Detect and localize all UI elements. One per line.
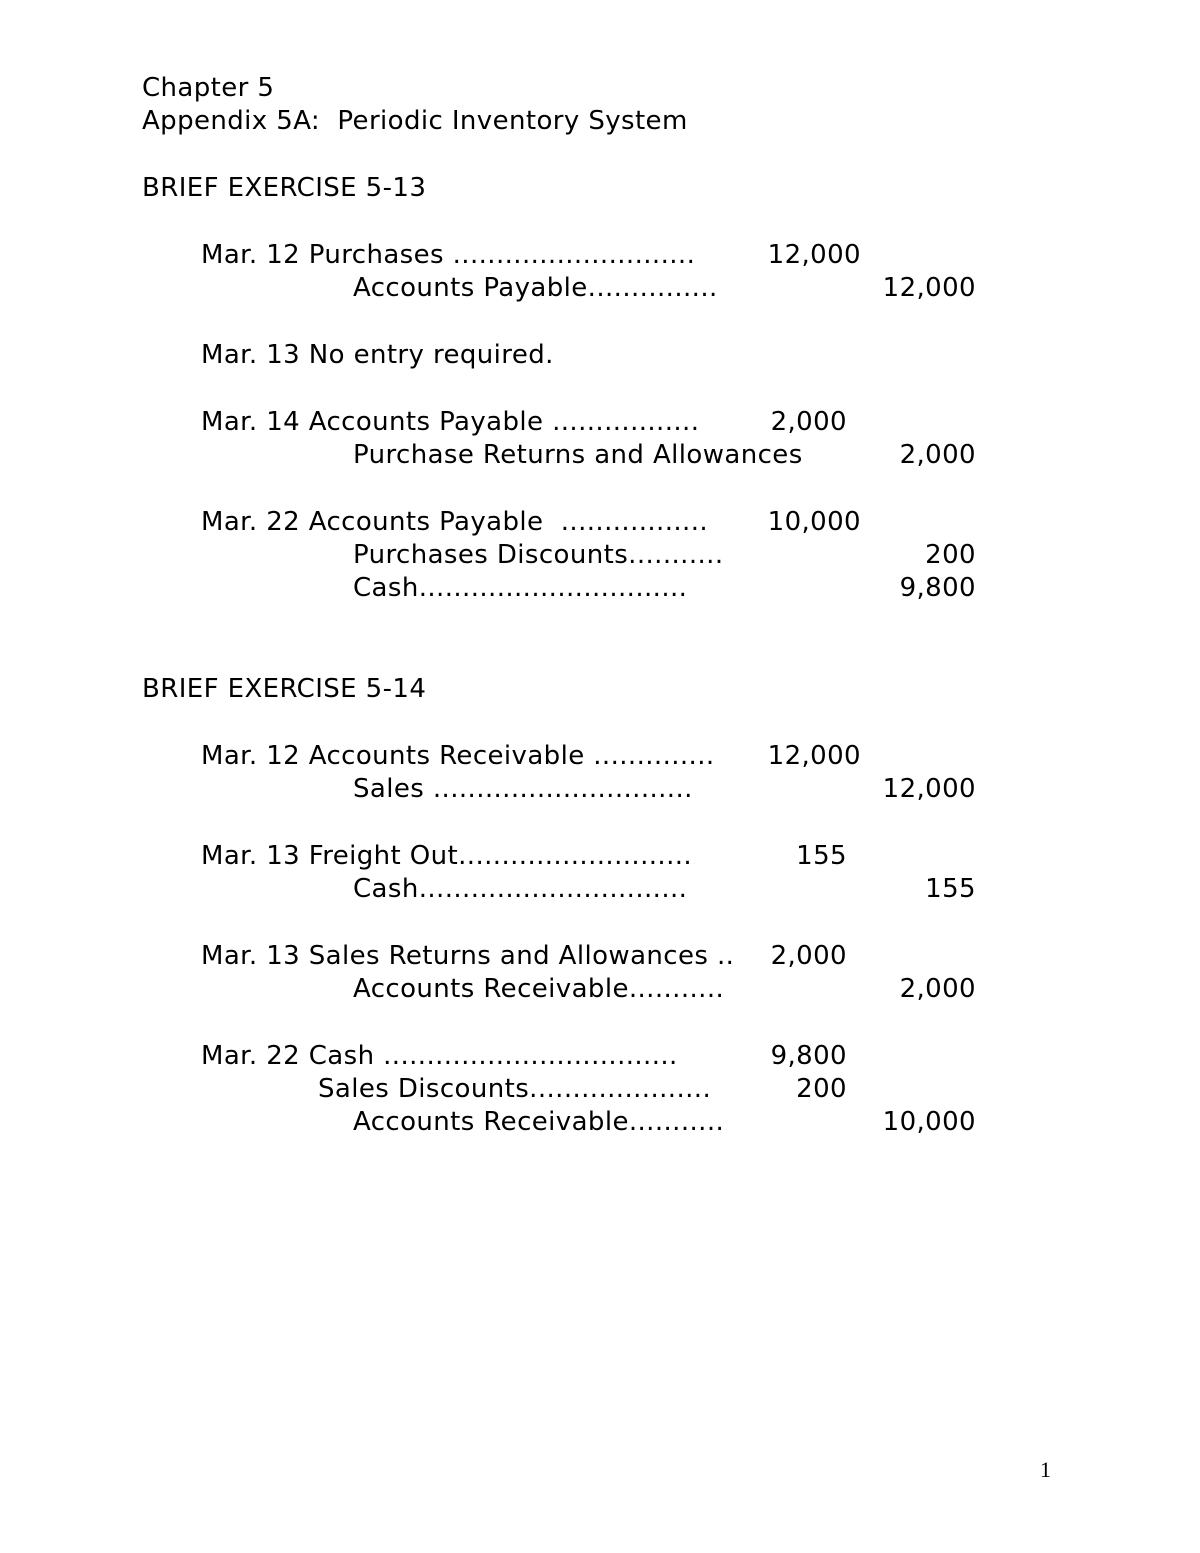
entry-line xyxy=(0,406,1200,439)
entry-line xyxy=(0,339,1200,372)
entry-line xyxy=(0,740,1200,773)
credit-amount: 155 xyxy=(925,874,976,904)
credit-amount: 9,800 xyxy=(899,573,976,603)
appendix-title: Appendix 5A: Periodic Inventory System xyxy=(142,106,688,136)
entry-account: Sales Discounts..................... xyxy=(318,1074,712,1104)
entry-account: Sales .............................. xyxy=(353,774,693,804)
debit-amount: 10,000 xyxy=(767,507,861,537)
exercise-title: BRIEF EXERCISE 5-14 xyxy=(142,674,427,704)
debit-amount: 12,000 xyxy=(767,741,861,771)
exercise-title: BRIEF EXERCISE 5-13 xyxy=(142,173,427,203)
credit-amount: 10,000 xyxy=(882,1107,976,1137)
entry-account: Mar. 22 Cash .................................. xyxy=(201,1041,678,1071)
entry-line xyxy=(0,572,1200,605)
entry-line xyxy=(0,539,1200,572)
debit-amount: 155 xyxy=(796,841,847,871)
entry-line xyxy=(0,506,1200,539)
page-number: 1 xyxy=(1040,1457,1051,1482)
entry-account: Cash............................... xyxy=(353,573,688,603)
entry-line xyxy=(0,272,1200,305)
entry-account: Accounts Payable............... xyxy=(353,273,718,303)
entry-line xyxy=(0,973,1200,1006)
entry-account: Mar. 22 Accounts Payable ................. xyxy=(201,507,709,537)
entry-line xyxy=(0,1106,1200,1139)
entry-account: Purchase Returns and Allowances xyxy=(353,440,803,470)
entry-line xyxy=(0,940,1200,973)
credit-amount: 12,000 xyxy=(882,273,976,303)
credit-amount: 2,000 xyxy=(899,440,976,470)
entry-account: Cash............................... xyxy=(353,874,688,904)
debit-amount: 9,800 xyxy=(770,1041,847,1071)
entry-line xyxy=(0,773,1200,806)
debit-amount: 2,000 xyxy=(770,941,847,971)
entry-account: Mar. 14 Accounts Payable ................. xyxy=(201,407,700,437)
entry-account: Accounts Receivable........... xyxy=(353,1107,725,1137)
entry-account: Mar. 12 Accounts Receivable .............. xyxy=(201,741,715,771)
debit-amount: 12,000 xyxy=(767,240,861,270)
entry-line xyxy=(0,873,1200,906)
entry-note: Mar. 13 No entry required. xyxy=(201,340,554,370)
entry-line xyxy=(0,840,1200,873)
debit-amount: 200 xyxy=(796,1074,847,1104)
credit-amount: 200 xyxy=(925,540,976,570)
entry-account: Mar. 12 Purchases ............................ xyxy=(201,240,696,270)
credit-amount: 2,000 xyxy=(899,974,976,1004)
entry-line xyxy=(0,239,1200,272)
debit-amount: 2,000 xyxy=(770,407,847,437)
entry-line xyxy=(0,439,1200,472)
entry-account: Accounts Receivable........... xyxy=(353,974,725,1004)
entry-account: Mar. 13 Sales Returns and Allowances .. xyxy=(201,941,735,971)
entry-line xyxy=(0,1073,1200,1106)
entry-account: Purchases Discounts........... xyxy=(353,540,724,570)
chapter-title: Chapter 5 xyxy=(142,73,275,103)
entry-account: Mar. 13 Freight Out........................... xyxy=(201,841,693,871)
credit-amount: 12,000 xyxy=(882,774,976,804)
entry-line xyxy=(0,1040,1200,1073)
